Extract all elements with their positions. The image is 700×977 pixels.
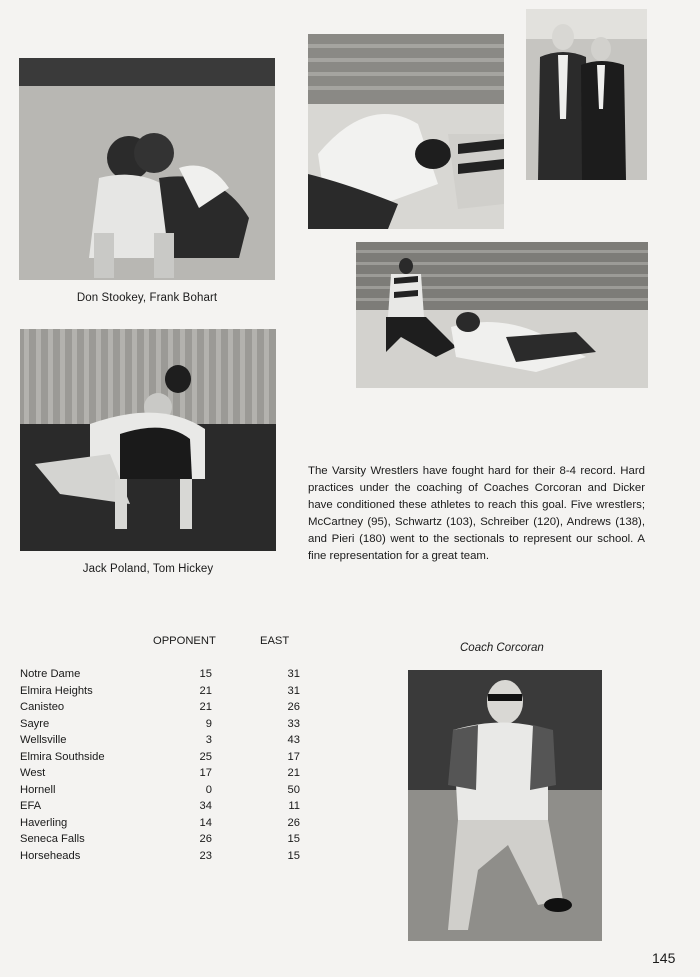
article-text: The Varsity Wrestlers have fought hard for their 8-4 record. Hard practices under the coaching of Coaches Corcoran and Dicker have conditioned these athletes to reach this goal. Five wrestlers; McCartney (95), Schwartz (103), Schreiber (120), Andrews (138), and Pieri (180) went to the sectionals to represent our school. A fine representation for a great team. [308, 465, 645, 562]
caption-stookey-bohart: Don Stookey, Frank Bohart [76, 292, 218, 304]
record-row [20, 784, 300, 801]
record-row [20, 751, 300, 768]
opponent-score: 3 [205, 734, 212, 746]
opponent-score: 15 [199, 668, 212, 680]
opponent-score: 25 [199, 750, 212, 763]
team-name: Hornell [20, 783, 56, 796]
team-name: Elmira Heights [20, 684, 93, 697]
east-score: 33 [287, 717, 300, 730]
opponent-score: 21 [199, 684, 212, 697]
team-name: West [20, 767, 46, 779]
photo-coach-corcoran [408, 670, 602, 941]
east-score: 31 [287, 684, 300, 697]
record-row [20, 850, 300, 867]
opponent-score: 17 [199, 767, 212, 779]
record-row [20, 701, 300, 718]
opponent-score: 26 [199, 833, 212, 845]
east-score: 31 [287, 668, 300, 680]
team-name: Canisteo [20, 701, 65, 713]
east-score: 15 [287, 849, 300, 862]
header-east: EAST [260, 635, 290, 647]
east-score: 11 [288, 800, 300, 812]
header-opponent: OPPONENT [153, 635, 216, 647]
record-rows [20, 668, 300, 866]
record-row [20, 767, 300, 784]
opponent-score: 23 [199, 849, 212, 862]
photo-mat-referee [356, 242, 648, 388]
team-name: Sayre [20, 717, 50, 730]
photo-stookey-bohart [19, 58, 275, 280]
team-name: Haverling [20, 816, 68, 829]
photo-poland-hickey [20, 329, 276, 551]
record-row [20, 668, 300, 685]
east-score: 21 [287, 767, 300, 779]
east-score: 43 [287, 734, 300, 746]
record-row [20, 718, 300, 735]
record-header [20, 635, 300, 651]
east-score: 26 [287, 816, 300, 829]
opponent-score: 9 [205, 717, 212, 730]
opponent-score: 21 [199, 701, 212, 713]
page-number: 145 [652, 950, 676, 966]
east-score: 26 [287, 701, 300, 713]
photo-match-referee [308, 34, 504, 229]
photo-coaches [526, 9, 647, 180]
record-row [20, 734, 300, 751]
opponent-score: 34 [199, 800, 212, 812]
east-score: 50 [287, 783, 300, 796]
team-name: Seneca Falls [20, 833, 85, 845]
caption-coach: Coach Corcoran [460, 642, 544, 654]
opponent-score: 0 [205, 783, 212, 796]
opponent-score: 14 [199, 816, 212, 829]
record-row [20, 685, 300, 702]
team-name: EFA [20, 800, 42, 812]
east-score: 17 [287, 750, 300, 763]
record-row [20, 817, 300, 834]
east-score: 15 [287, 833, 300, 845]
team-name: Horseheads [20, 849, 81, 862]
caption-poland-hickey: Jack Poland, Tom Hickey [82, 563, 214, 575]
team-name: Notre Dame [20, 668, 81, 680]
team-name: Elmira Southside [20, 750, 105, 763]
season-record-table [20, 635, 300, 866]
record-row [20, 800, 300, 817]
team-name: Wellsville [20, 734, 67, 746]
record-row [20, 833, 300, 850]
